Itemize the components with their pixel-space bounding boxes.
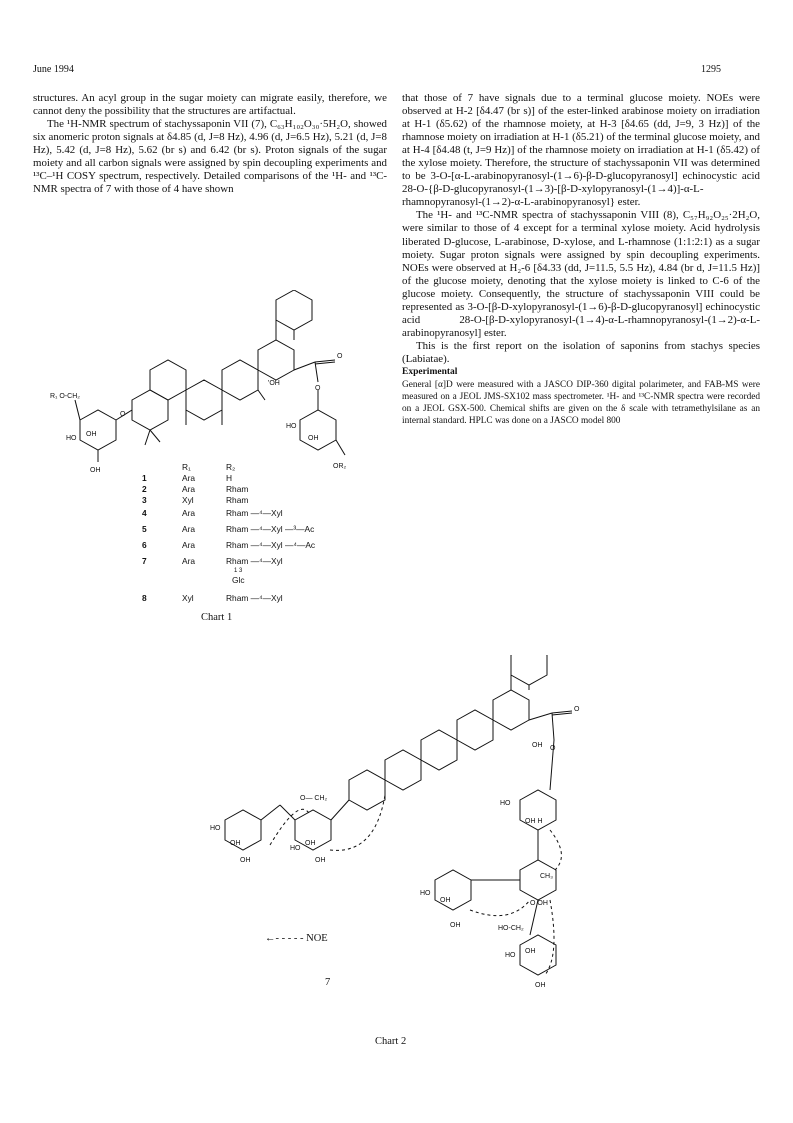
experimental-body: General [α]D were measured with a JASCO DIP-360 digital polarimeter, and FAB-MS were measured on a JEOL JMS-SX102 mass spectrometer. ¹H- and ¹³C-NMR spectra were recorded on a JEOL GSX-500. Chemical shifts are given on the δ scale with tetramethylsilane as an internal standard. HPLC was done on a JASCO model 800: [402, 380, 760, 427]
glycosidic-o-label: O: [120, 411, 126, 418]
oh-label-c2-5: OH: [440, 897, 451, 904]
or2-label: OR₂: [333, 463, 347, 470]
table-row: 1 Ara H: [142, 473, 233, 483]
experimental-heading: Experimental: [402, 366, 458, 377]
oh-label-chart2: OH: [532, 742, 543, 749]
right-paragraph-1: that those of 7 have signals due to a terminal glucose moiety. NOEs were observed at H-2 [δ4.47 (br s)] of the ester-linked arabinose moiety on irradiation at H-1 (δ5.62) of the rhamnose moiety, at H-3 [δ4.65 (dd, J=9, 3 Hz)] of the rhamnose moiety on irradiation at H-1 (δ5.21) of the terminal glucose moiety, and at H-4 [δ4.48 (t, J=9 Hz)] of the rhamnose moiety on irradiation at H-1 (δ5.42) of the xylose moiety. Therefore, the structure of stachyssaponin VII was determined to be 3-O-[α-L-arabinopyranosyl-(1→6)-β-D-glucopyranosyl] echinocystic acid 28-O-{β-D-glucopyranosyl-(1→3)-[β-D-xylopyranosyl-(1→4)]-α-L-rhamnopyranosyl-(1→2)-α-L-arabinopyranosyl} ester.: [402, 92, 760, 209]
oh-label-c2-2: OH: [240, 857, 251, 864]
oh-label-left: OH: [86, 431, 97, 438]
compound-number-7: 7: [325, 977, 331, 988]
right-column: [402, 92, 760, 427]
page-number: 1295: [701, 64, 721, 75]
left-column: [33, 92, 387, 196]
oh-label-c2-1: OH: [230, 840, 241, 847]
table-row: Glc: [232, 575, 245, 585]
oh-label-c2-4: OH: [315, 857, 326, 864]
right-paragraph-2: The ¹H- and ¹³C-NMR spectra of stachyssaponin VIII (8), C₅₇H₉₂O₂₅·2H₂O, were similar to those of 4 except for a terminal xylose moiety. Acid hydrolysis liberated D-glucose, L-arabinose, D-xylose, and L-rhamnose (1:1:2:1) as a sugar moiety. Sugar proton signals were assigned by spin decoupling experiments. NOEs were observed at H₂-6 [δ4.33 (dd, J=11.5, 5.5 Hz), 4.84 (br d, J=11.5 Hz)] of the glucose moiety, denoting that the xylose moiety is linked to C-6 of the glucose moiety. Consequently, the structure of stachyssaponin VIII could be represented as 3-O-[β-D-xylopyranosyl-(1→6)-β-D-glucopyranosyl] echinocystic acid 28-O-[β-D-xylopyranosyl-(1→4)-α-L-rhamnopyranosyl-(1→2)-α-L-arabinopyranosyl] ester.: [402, 209, 760, 339]
col-header-r1: R₁: [182, 462, 191, 472]
table-row: 2 Ara Rham: [142, 484, 249, 494]
ch3-label: CH₃: [540, 873, 553, 880]
o-oh-label: O OH: [530, 900, 548, 907]
chart2-structure: [200, 655, 620, 1015]
table-row: 6 Ara Rham —⁴—Xyl —⁴—Ac: [142, 540, 316, 550]
ester-o-label: O: [315, 385, 321, 392]
oh-label-c2-3: OH: [305, 840, 316, 847]
r1-label: R₁ O-CH₂: [50, 393, 80, 400]
oh-label-upper: 'OH: [268, 380, 280, 387]
carbonyl-o-label: O: [337, 353, 343, 360]
oh-label-bottom: OH: [90, 467, 101, 474]
oh-label-c2-6: OH: [450, 922, 461, 929]
page-header-date: June 1994: [33, 64, 74, 75]
col-header-r2: R₂: [226, 462, 236, 472]
ho-ch2-label: HO-CH₂: [498, 925, 524, 932]
carbonyl-o-label-2: O: [574, 706, 580, 713]
chart1-caption: Chart 1: [201, 612, 233, 623]
oh-h-label: OH H: [525, 818, 543, 825]
ester-o-label-2: O: [550, 745, 556, 752]
table-row: 4 Ara Rham —⁴—Xyl: [142, 508, 283, 518]
left-paragraph-1: structures. An acyl group in the sugar moiety can migrate easily, therefore, we cannot deny the possibility that the structures are artifactual.: [33, 92, 387, 118]
ho-label-c2-2: HO: [290, 845, 301, 852]
ho-label-right: HO: [286, 423, 297, 430]
ho-label-c2-5: HO: [505, 952, 516, 959]
oh-label-right: OH: [308, 435, 319, 442]
ho-label-c2-4: HO: [420, 890, 431, 897]
table-row: 1 3: [234, 568, 243, 574]
ho-label-c2-1: HO: [210, 825, 221, 832]
right-paragraph-3: This is the first report on the isolation of saponins from stachys species (Labiatae).: [402, 339, 760, 365]
left-paragraph-2: The ¹H-NMR spectrum of stachyssaponin VII (7), C₆₃H₁₀₂O₃₀·5H₂O, showed six anomeric proton signals at δ4.85 (d, J=8 Hz), 4.96 (d, J=6.5 Hz), 5.21 (d, J=8 Hz), 5.42 (d, J=8 Hz), 5.62 (br s) and 6.42 (br s). Proton signals of the sugar moiety and all carbon signals were assigned by spin decoupling experiments and ¹³C–¹H COSY spectrum, respectively. Detailed comparisons of the ¹H- and ¹³C-NMR spectra of 7 with those of 4 have shown: [33, 118, 387, 196]
table-row: 3 Xyl Rham: [142, 495, 249, 505]
noe-legend: ←- - - - - NOE: [265, 933, 328, 944]
table-row: 7 Ara Rham —⁴—Xyl: [142, 556, 283, 566]
table-row: 8 Xyl Rham —⁴—Xyl: [142, 593, 283, 603]
o-ch2-label: O— CH₂: [300, 795, 328, 802]
chart2-caption: Chart 2: [375, 1036, 407, 1047]
table-row: 5 Ara Rham —⁴—Xyl —³—Ac: [142, 524, 315, 534]
oh-label-c2-8: OH: [535, 982, 546, 989]
ho-label-c2-3: HO: [500, 800, 511, 807]
oh-label-c2-7: OH: [525, 948, 536, 955]
ho-label-left: HO: [66, 435, 77, 442]
